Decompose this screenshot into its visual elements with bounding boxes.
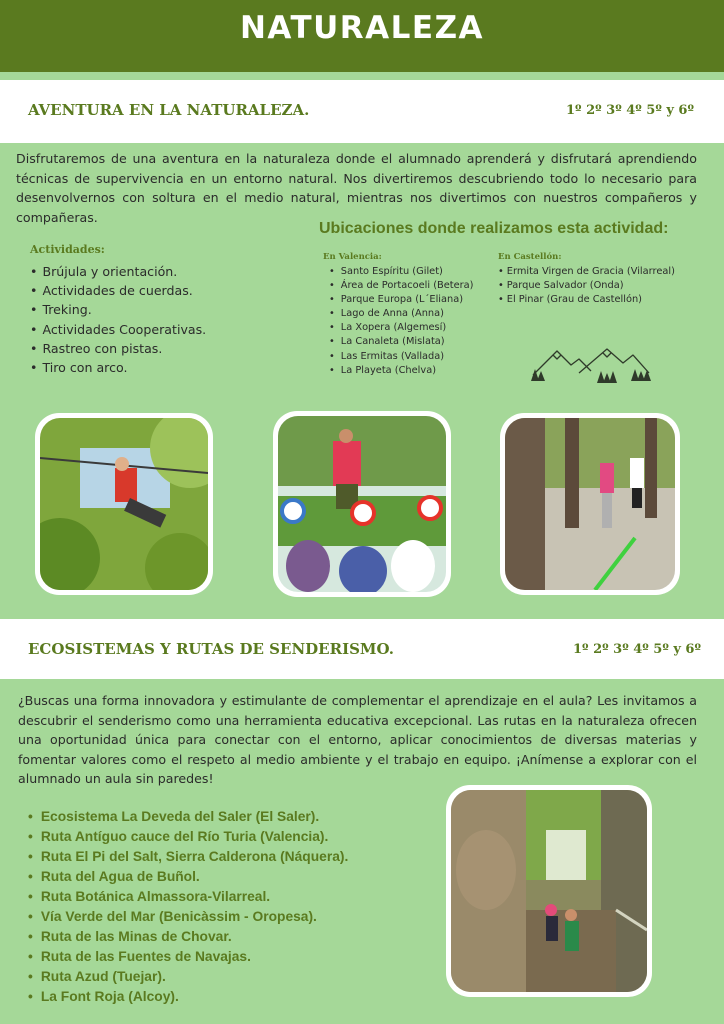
list-item: • Brújula y orientación. bbox=[30, 262, 206, 281]
photo-zipline bbox=[35, 413, 213, 595]
list-item: • Rastreo con pistas. bbox=[30, 339, 206, 358]
list-item: • La Font Roja (Alcoy). bbox=[28, 987, 348, 1007]
list-item: • Vía Verde del Mar (Benicàssim - Oropesa). bbox=[28, 907, 348, 927]
list-item: • La Playeta (Chelva) bbox=[329, 364, 473, 378]
list-item: • Santo Espíritu (Gilet) bbox=[329, 265, 473, 279]
mountain-icon bbox=[527, 337, 655, 385]
list-item: • Área de Portacoeli (Betera) bbox=[329, 279, 473, 293]
section2-description: ¿Buscas una forma innovadora y estimulante de complementar el aprendizaje en el aula? Les invitamos a descubrir el senderismo como una herramienta educativa excepcional. Las rutas en la naturaleza ofrecen una oportunidad única para conectar con el entorno, aplicar conocimientos de diversas materias y fomentar valores como el respeto al medio ambiente y el trabajo en equipo. ¡Anímense a explorar con el alumnado un aula sin paredes! bbox=[18, 693, 697, 786]
list-item: • Actividades de cuerdas. bbox=[30, 281, 206, 300]
list-item: • El Pinar (Grau de Castellón) bbox=[498, 293, 675, 307]
photo-hiking-trail bbox=[446, 785, 652, 997]
list-item: • La Canaleta (Mislata) bbox=[329, 335, 473, 349]
routes-list bbox=[28, 807, 348, 1007]
page-title: NATURALEZA bbox=[239, 10, 485, 46]
list-item: • Ruta de las Minas de Chovar. bbox=[28, 927, 348, 947]
list-item: • Las Ermitas (Vallada) bbox=[329, 350, 473, 364]
list-item: • Ruta El Pi del Salt, Sierra Calderona (Náquera). bbox=[28, 847, 348, 867]
list-item: • Parque Europa (L´Eliana) bbox=[329, 293, 473, 307]
valencia-title: En Valencia: bbox=[323, 252, 382, 262]
section1-grades: 1º 2º 3º 4º 5º y 6º bbox=[566, 103, 694, 118]
section1-description: Disfrutaremos de una aventura en la naturaleza donde el alumnado aprenderá y disfrutará aprendiendo técnicas de supervivencia en un entorno natural. Nos divertiremos descubriendo todo lo necesario para desenvolvernos con soltura en el medio natural, mientras nos divertimos con nuestros compañeros y compañeras. bbox=[16, 151, 697, 225]
list-item: • Ruta del Agua de Buñol. bbox=[28, 867, 348, 887]
photo-archery bbox=[273, 411, 451, 597]
section2-grades: 1º 2º 3º 4º 5º y 6º bbox=[573, 642, 701, 657]
list-item: • Tiro con arco. bbox=[30, 358, 206, 377]
list-item: • Ruta Antíguo cauce del Río Turia (Valencia). bbox=[28, 827, 348, 847]
list-item: • Ruta Azud (Tuejar). bbox=[28, 967, 348, 987]
list-item: • Ecosistema La Deveda del Saler (El Saler). bbox=[28, 807, 348, 827]
header-bar bbox=[0, 0, 724, 72]
castellon-title: En Castellón: bbox=[498, 252, 562, 262]
list-item: • Parque Salvador (Onda) bbox=[498, 279, 675, 293]
list-item: • La Xopera (Algemesí) bbox=[329, 321, 473, 335]
castellon-list bbox=[498, 265, 675, 307]
list-item: • Ruta Botánica Almassora-Vilarreal. bbox=[28, 887, 348, 907]
list-item: • Treking. bbox=[30, 300, 206, 319]
valencia-list bbox=[329, 265, 473, 378]
list-item: • Ruta de las Fuentes de Navajas. bbox=[28, 947, 348, 967]
photo-slackline bbox=[500, 413, 680, 595]
activities-title: Actividades: bbox=[30, 243, 105, 256]
section2-title: ECOSISTEMAS Y RUTAS DE SENDERISMO. bbox=[28, 640, 394, 658]
list-item: • Lago de Anna (Anna) bbox=[329, 307, 473, 321]
list-item: • Ermita Virgen de Gracia (Vilarreal) bbox=[498, 265, 675, 279]
locations-title: Ubicaciones donde realizamos esta actividad: bbox=[319, 220, 669, 237]
section1-title: AVENTURA EN LA NATURALEZA. bbox=[28, 101, 310, 119]
list-item: • Actividades Cooperativas. bbox=[30, 320, 206, 339]
activities-list bbox=[30, 262, 206, 377]
